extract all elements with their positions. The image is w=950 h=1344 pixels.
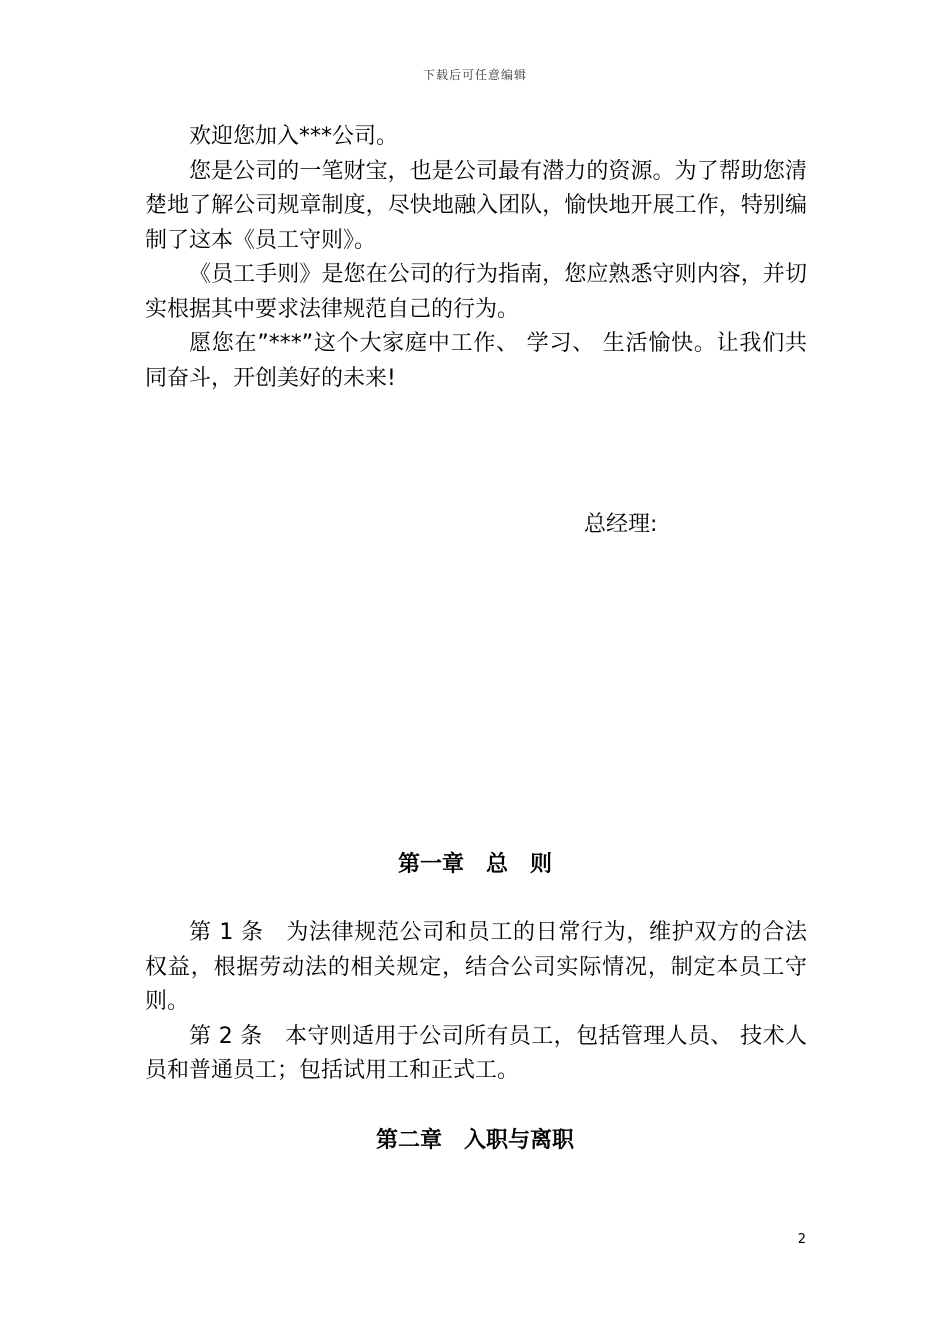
intro-paragraph-guide: 《员工手则》是您在公司的行为指南，您应熟悉守则内容，并切实根据其中要求法律规范自己的行为。 xyxy=(145,262,807,322)
chapter-1-title: 第一章 总 则 xyxy=(397,852,552,877)
page-number: 2 xyxy=(797,1232,806,1247)
chapter-2-title: 第二章 入职与离职 xyxy=(375,1128,574,1153)
signature-general-manager: 总经理: xyxy=(584,512,658,537)
intro-paragraph-wishes: 愿您在”***”这个大家庭中工作、 学习、 生活愉快。让我们共同奋斗，开创美好的未来! xyxy=(145,331,807,391)
intro-section xyxy=(145,120,807,396)
intro-paragraph-welcome: 欢迎您加入***公司。 xyxy=(189,124,399,149)
article-1: 第 1 条 为法律规范公司和员工的日常行为，维护双方的合法权益，根据劳动法的相关规定，结合公司实际情况，制定本员工守则。 xyxy=(145,920,807,1014)
article-2: 第 2 条 本守则适用于公司所有员工，包括管理人员、 技术人员和普通员工；包括试用工和正式工。 xyxy=(145,1023,807,1083)
chapter-1-articles xyxy=(145,916,807,1089)
intro-paragraph-asset: 您是公司的一笔财宝，也是公司最有潜力的资源。为了帮助您清楚地了解公司规章制度，尽快地融入团队，愉快地开展工作，特别编制了这本《员工守则》。 xyxy=(145,158,807,253)
page-header-note: 下载后可任意编辑 xyxy=(422,68,527,82)
